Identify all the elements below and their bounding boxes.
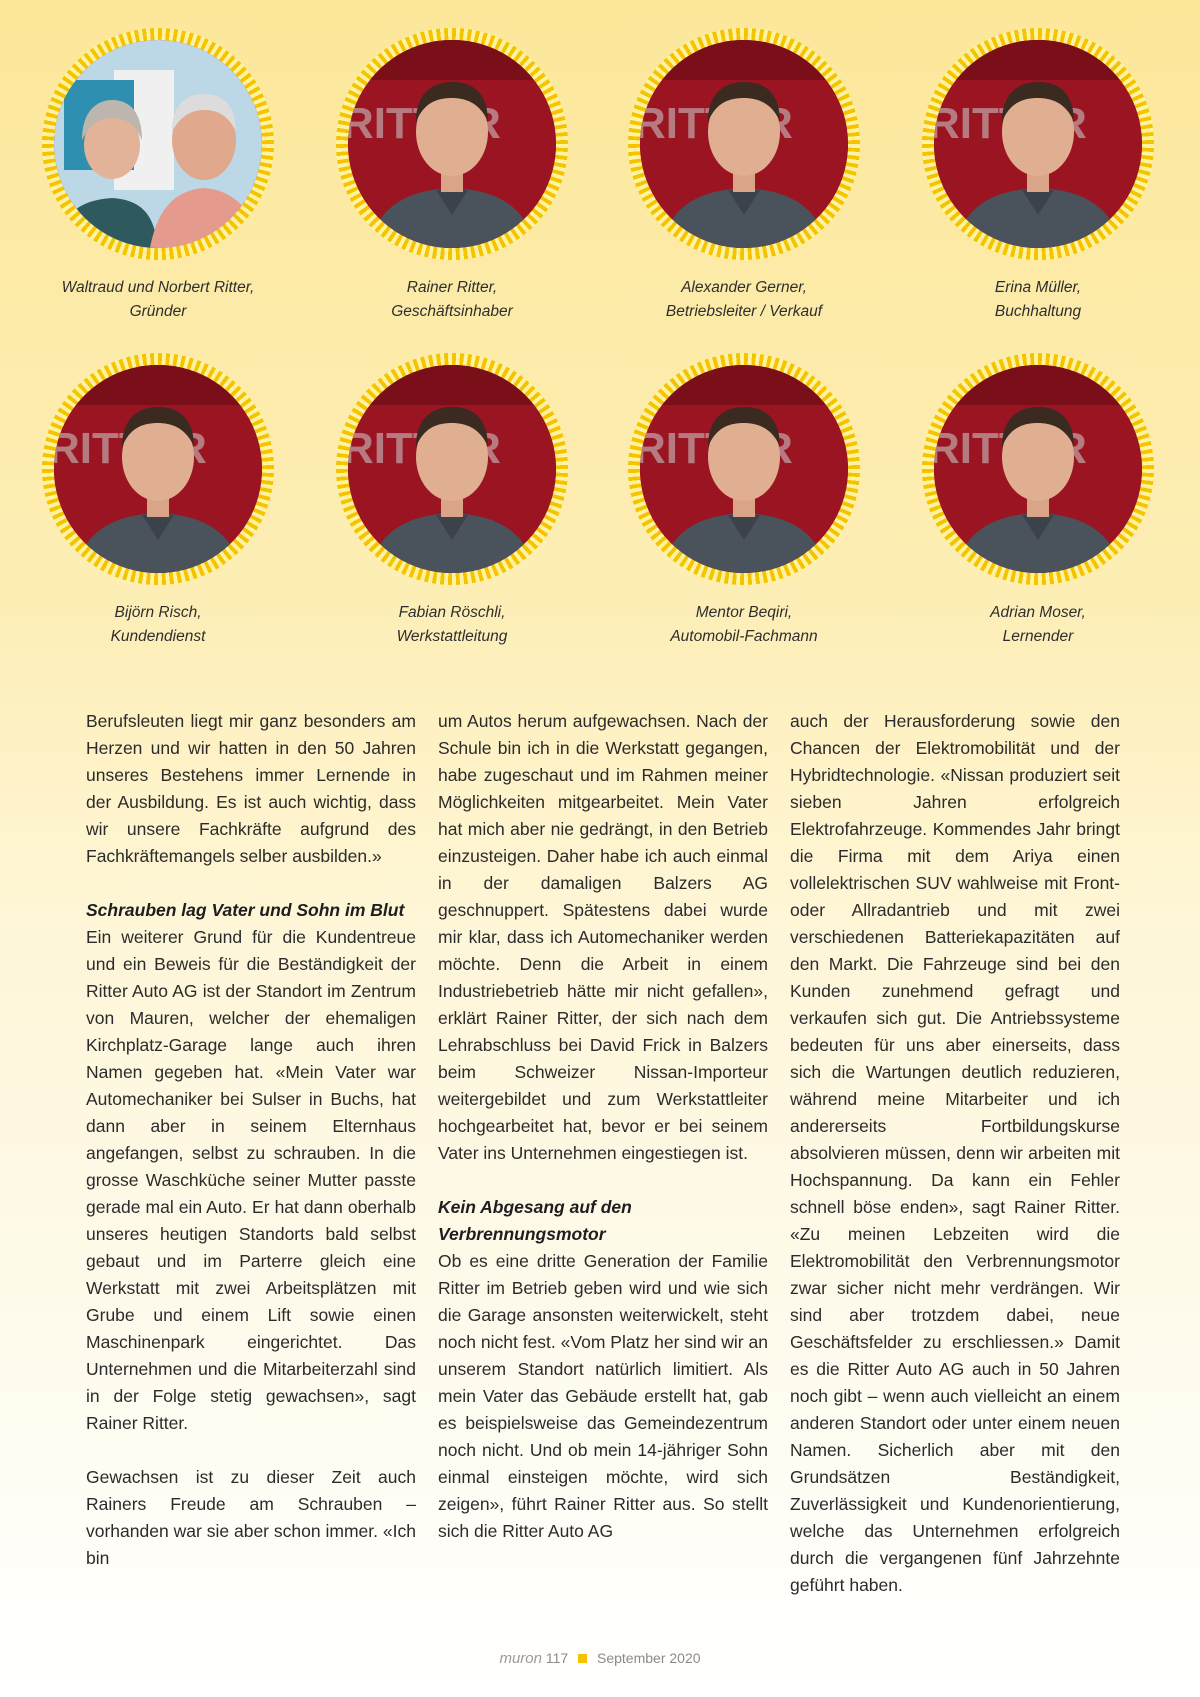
photo-frame	[42, 28, 274, 260]
page-footer	[0, 1650, 1200, 1667]
member-role: Geschäftsinhaber	[391, 303, 513, 320]
magazine-name: muron	[499, 1650, 542, 1667]
member-role: Kundendienst	[110, 628, 206, 645]
member-role: Werkstattleitung	[396, 628, 508, 645]
article-column-3	[790, 708, 1120, 1599]
article-paragraph: Gewachsen ist zu dieser Zeit auch Rainers Freude am Schrauben – vorhanden war sie aber schon immer. «Ich bin	[86, 1467, 416, 1568]
team-member-card	[302, 28, 602, 324]
member-caption	[888, 276, 1188, 324]
team-member-card	[8, 28, 308, 324]
member-name: Mentor Beqiri,	[695, 604, 793, 621]
team-member-card	[594, 28, 894, 324]
member-name: Alexander Gerner,	[681, 279, 807, 296]
member-caption	[8, 601, 308, 649]
member-role: Buchhaltung	[994, 303, 1082, 320]
member-name: Adrian Moser,	[990, 604, 1086, 621]
article-paragraph: auch der Herausforderung sowie den Chancen der Elektromobilität und der Hybridtechnologie. «Nissan produziert seit sieben Jahren erfolgreich Elektrofahrzeuge. Kommendes Jahr bringt die Firma mit dem Ariya einen vollelektrischen SUV wahlweise mit Front- oder Allradantrieb und mit zwei verschiedenen Batteriekapazitäten auf den Markt. Die Fahrzeuge sind bei den Kunden zunehmend gefragt und verkaufen sich gut. Die Antriebssysteme bedeuten für uns aber einerseits, dass sich die Wartungen deutlich reduzieren, während meine Mitarbeiter und ich andererseits Fortbildungskurse absolvieren müssen, denn wir arbeiten mit Hochspannung. Da kann ein Fehler schnell böse enden», sagt Rainer Ritter. «Zu meinen Lebzeiten wird die Elektromobilität den Verbrennungsmotor zwar sicher nicht mehr verdrängen. Wir sind aber trotzdem dabei, neue Geschäftsfelder zu erschliessen.» Damit es die Ritter Auto AG auch in 50 Jahren noch gibt – wenn auch vielleicht an einem anderen Standort oder unter einem neuen Namen. Sicherlich aber mit den Grundsätzen Beständigkeit, Zuverlässigkeit und Kundenorientierung, welche das Unternehmen erfolgreich durch die vergangenen fünf Jahrzehnte geführt haben.	[790, 711, 1120, 1595]
member-name: Erina Müller,	[994, 279, 1082, 296]
member-role: Betriebsleiter / Verkauf	[665, 303, 823, 320]
portrait-photo	[640, 40, 848, 248]
photo-frame	[336, 353, 568, 585]
member-caption	[302, 601, 602, 649]
member-name: Fabian Röschli,	[398, 604, 506, 621]
article-column-1	[86, 708, 416, 1572]
photo-frame	[42, 353, 274, 585]
photo-frame	[922, 353, 1154, 585]
photo-frame	[628, 28, 860, 260]
portrait-photo	[348, 40, 556, 248]
portrait-photo	[54, 40, 262, 248]
portrait-photo	[348, 365, 556, 573]
team-member-card	[888, 28, 1188, 324]
team-member-card	[888, 353, 1188, 649]
article-paragraph: um Autos herum aufgewachsen. Nach der Schule bin ich in die Werkstatt gegangen, habe zugeschaut und im Rahmen meiner Möglichkeiten mitgearbeitet. Mein Vater hat mich aber nie gedrängt, in den Betrieb einzusteigen. Daher habe ich auch einmal in der damaligen Balzers AG geschnuppert. Spätestens dabei wurde mir klar, dass ich Automechaniker werden möchte. Denn die Arbeit in einem Industriebetrieb hätte mir nicht gefallen», erklärt Rainer Ritter, der sich nach dem Lehrabschluss bei David Frick in Balzers beim Schweizer Nissan-Importeur weitergebildet und zum Werkstattleiter hochgearbeitet hat, bevor er bei seinem Vater ins Unternehmen eingestiegen ist.	[438, 711, 768, 1163]
section-heading: Kein Abgesang auf den Verbrennungsmotor	[438, 1197, 632, 1244]
member-name: Waltraud und Norbert Ritter,	[61, 279, 255, 296]
team-member-card	[302, 353, 602, 649]
separator-square-icon	[578, 1654, 587, 1663]
portrait-photo	[54, 365, 262, 573]
member-role: Gründer	[129, 303, 187, 320]
issue-number: 117	[545, 1650, 569, 1666]
issue-date: September 2020	[597, 1650, 701, 1666]
team-member-card	[594, 353, 894, 649]
portrait-photo	[640, 365, 848, 573]
section-heading: Schrauben lag Vater und Sohn im Blut	[86, 900, 405, 920]
article-paragraph: Ein weiterer Grund für die Kundentreue und ein Beweis für die Beständigkeit der Ritter Auto AG ist der Standort im Zentrum von Mauren, welcher der ehemaligen Kirchplatz-Garage lange auch ihren Namen gegeben hat. «Mein Vater war Automechaniker bei Sulser in Buchs, hat dann aber in seinem Elternhaus angefangen, selbst zu schrauben. In die grosse Waschküche seiner Mutter passte gerade mal ein Auto. Er hat dann oberhalb unseres heutigen Standorts bald selbst gebaut und im Parterre gleich eine Werkstatt mit zwei Arbeitsplätzen mit Grube und einem Lift sowie einen Maschinenpark eingerichtet. Das Unternehmen und die Mitarbeiterzahl sind in der Folge stetig gewachsen», sagt Rainer Ritter.	[86, 927, 416, 1433]
article-column-2	[438, 708, 768, 1545]
portrait-photo	[934, 365, 1142, 573]
article-paragraph: Ob es eine dritte Generation der Familie Ritter im Betrieb geben wird und wie sich die Garage ansonsten weiterwickelt, steht noch nicht fest. «Vom Platz her sind wir an unserem Standort natürlich limitiert. Als mein Vater das Gebäude erstellt hat, gab es beispielsweise das Gemeindezentrum noch nicht. Und ob mein 14-jähriger Sohn einmal einsteigen möchte, wird sich zeigen», führt Rainer Ritter aus. So stellt sich die Ritter Auto AG	[438, 1251, 768, 1541]
team-portraits	[0, 0, 1200, 660]
portrait-photo	[934, 40, 1142, 248]
member-caption	[302, 276, 602, 324]
photo-frame	[628, 353, 860, 585]
member-caption	[888, 601, 1188, 649]
article-paragraph: Berufsleuten liegt mir ganz besonders am Herzen und wir hatten in den 50 Jahren unseres Bestehens immer Lernende in der Ausbildung. Es ist auch wichtig, dass wir unsere Fachkräfte aufgrund des Fachkräftemangels selber ausbilden.»	[86, 711, 416, 866]
member-caption	[594, 601, 894, 649]
member-role: Lernender	[1002, 628, 1074, 645]
team-member-card	[8, 353, 308, 649]
member-name: Rainer Ritter,	[406, 279, 498, 296]
member-name: Bijörn Risch,	[114, 604, 202, 621]
member-caption	[8, 276, 308, 324]
member-role: Automobil-Fachmann	[670, 628, 818, 645]
photo-frame	[922, 28, 1154, 260]
photo-frame	[336, 28, 568, 260]
member-caption	[594, 276, 894, 324]
